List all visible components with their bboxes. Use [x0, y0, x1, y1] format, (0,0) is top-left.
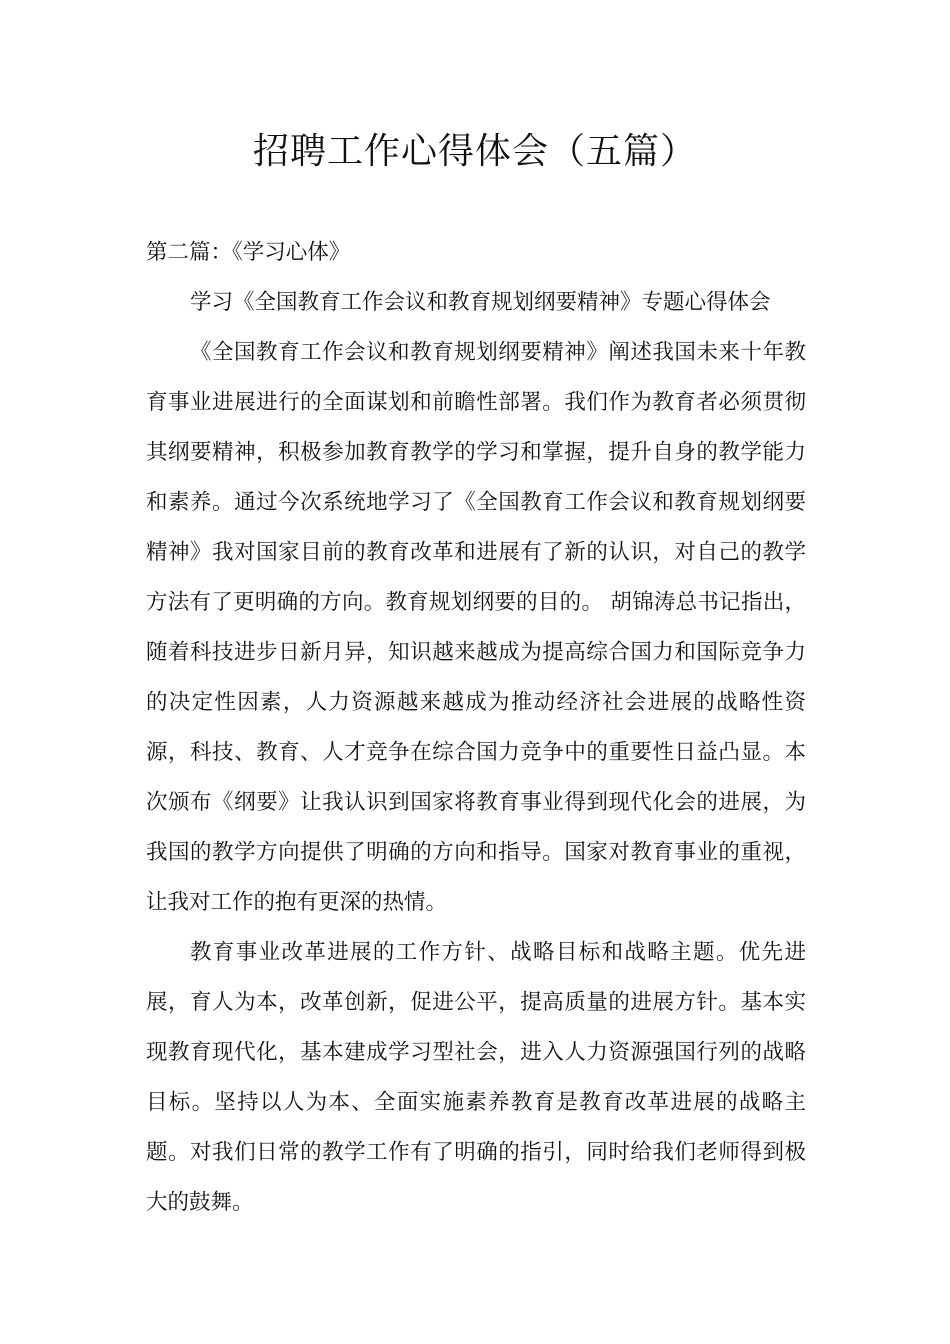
body-paragraph: 教育事业改革进展的工作方针、战略目标和战略主题。优先进展，育人为本，改革创新，促进公平，提高质量的进展方针。基本实现教育现代化，基本建成学习型社会，进入人力资源强国行列的战略目标。坚持以人为本、全面实施素养教育是教育改革进展的战略主题。对我们日常的教学工作有了明确的指引，同时给我们老师得到极大的鼓舞。: [146, 940, 806, 1215]
article-subtitle: 学习《全国教育工作会议和教育规划纲要精神》专题心得体会: [190, 290, 771, 315]
section-label: 第二篇：《学习心体》: [146, 240, 351, 265]
document-body: [146, 228, 806, 1228]
document-title: 招聘工作心得体会（五篇）: [252, 131, 697, 172]
body-paragraph: 《全国教育工作会议和教育规划纲要精神》阐述我国未来十年教育事业进展进行的全面谋划和前瞻性部署。我们作为教育者必须贯彻其纲要精神，积极参加教育教学的学习和掌握，提升自身的教学能力和素养。通过今次系统地学习了《全国教育工作会议和教育规划纲要精神》我对国家目前的教育改革和进展有了新的认识，对自己的教学方法有了更明确的方向。教育规划纲要的目的。 胡锦涛总书记指出，随着科技进步日新月异，知识越来越成为提高综合国力和国际竞争力的决定性因素，人力资源越来越成为推动经济社会进展的战略性资源，科技、教育、人才竞争在综合国力竞争中的重要性日益凸显。本次颁布《纲要》让我认识到国家将教育事业得到现代化会的进展，为我国的教学方向提供了明确的方向和指导。国家对教育事业的重视，让我对工作的抱有更深的热情。: [146, 340, 806, 915]
